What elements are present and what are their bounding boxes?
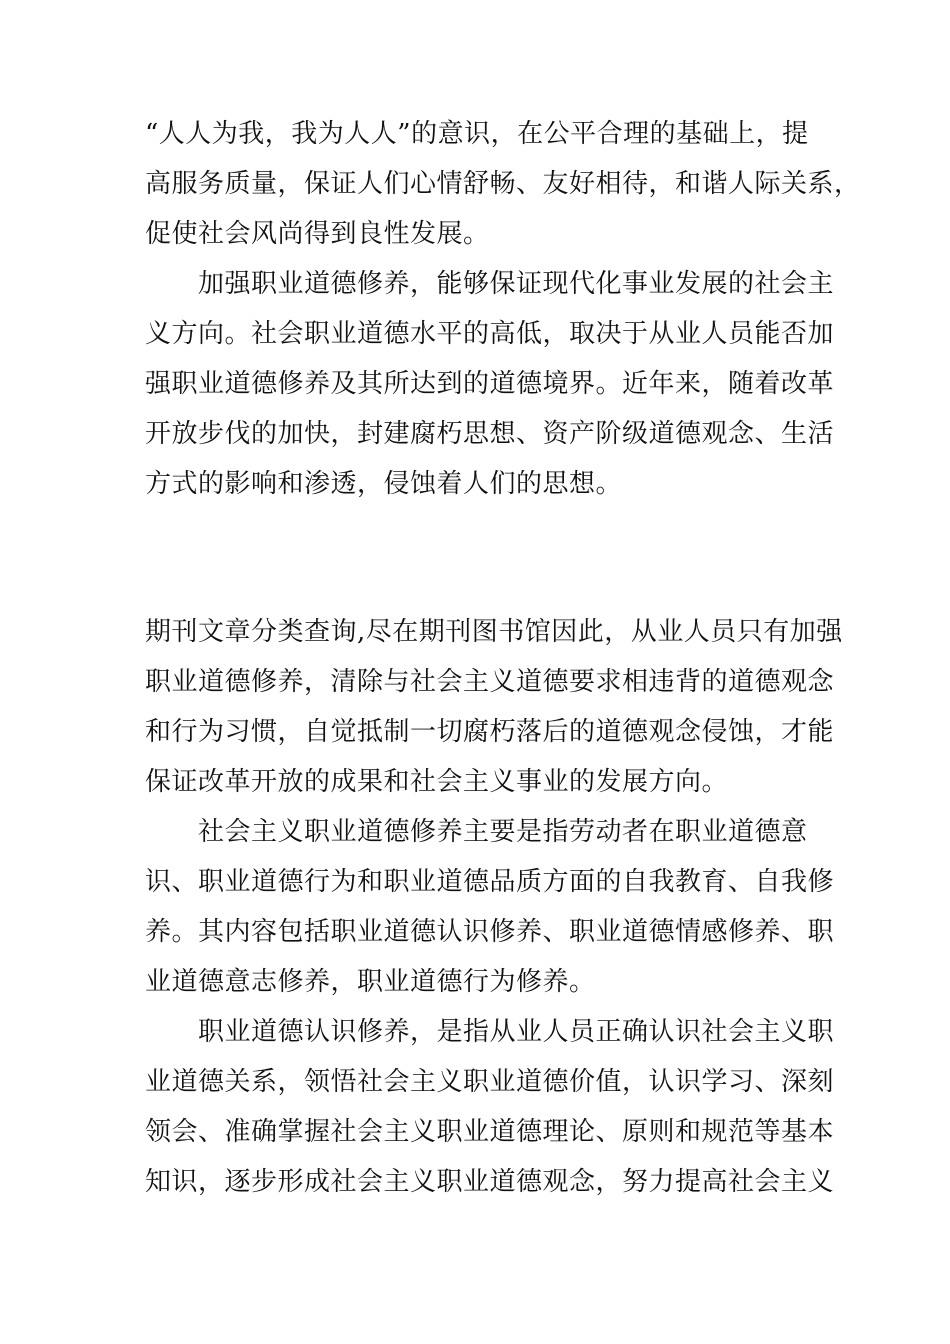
text-line: 和行为习惯，自觉抵制一切腐朽落后的道德观念侵蚀，才能 — [145, 717, 835, 747]
text-line: 义方向。社会职业道德水平的高低，取决于从业人员能否加 — [145, 319, 835, 349]
text-line: 方式的影响和渗透，侵蚀着人们的思想。 — [145, 469, 623, 499]
text-line: 加强职业道德修养，能够保证现代化事业发展的社会主 — [145, 269, 835, 299]
text-line: 期刊文章分类查询,尽在期刊图书馆因此，从业人员只有加强 — [145, 617, 843, 647]
text-line: 知识，逐步形成社会主义职业道德观念，努力提高社会主义 — [145, 1167, 835, 1197]
text-line: 高服务质量，保证人们心情舒畅、友好相待，和谐人际关系， — [145, 169, 861, 199]
text-line: 强职业道德修养及其所达到的道德境界。近年来，随着改革 — [145, 369, 835, 399]
text-line: 社会主义职业道德修养主要是指劳动者在职业道德意 — [145, 817, 808, 847]
text-line: 业道德关系，领悟社会主义职业道德价值，认识学习、深刻 — [145, 1067, 835, 1097]
text-line: 职业道德修养，清除与社会主义道德要求相违背的道德观念 — [145, 667, 835, 697]
text-line: 领会、准确掌握社会主义职业道德理论、原则和规范等基本 — [145, 1117, 835, 1147]
text-line: 促使社会风尚得到良性发展。 — [145, 219, 490, 249]
text-line: 保证改革开放的成果和社会主义事业的发展方向。 — [145, 767, 729, 797]
text-line: 识、职业道德行为和职业道德品质方面的自我教育、自我修 — [145, 867, 835, 897]
text-line: 业道德意志修养，职业道德行为修养。 — [145, 967, 596, 997]
text-line: “人人为我，我为人人”的意识，在公平合理的基础上，提 — [145, 119, 809, 149]
text-line: 养。其内容包括职业道德认识修养、职业道德情感修养、职 — [145, 917, 835, 947]
text-line: 职业道德认识修养，是指从业人员正确认识社会主义职 — [145, 1017, 835, 1047]
text-line: 开放步伐的加快，封建腐朽思想、资产阶级道德观念、生活 — [145, 419, 835, 449]
